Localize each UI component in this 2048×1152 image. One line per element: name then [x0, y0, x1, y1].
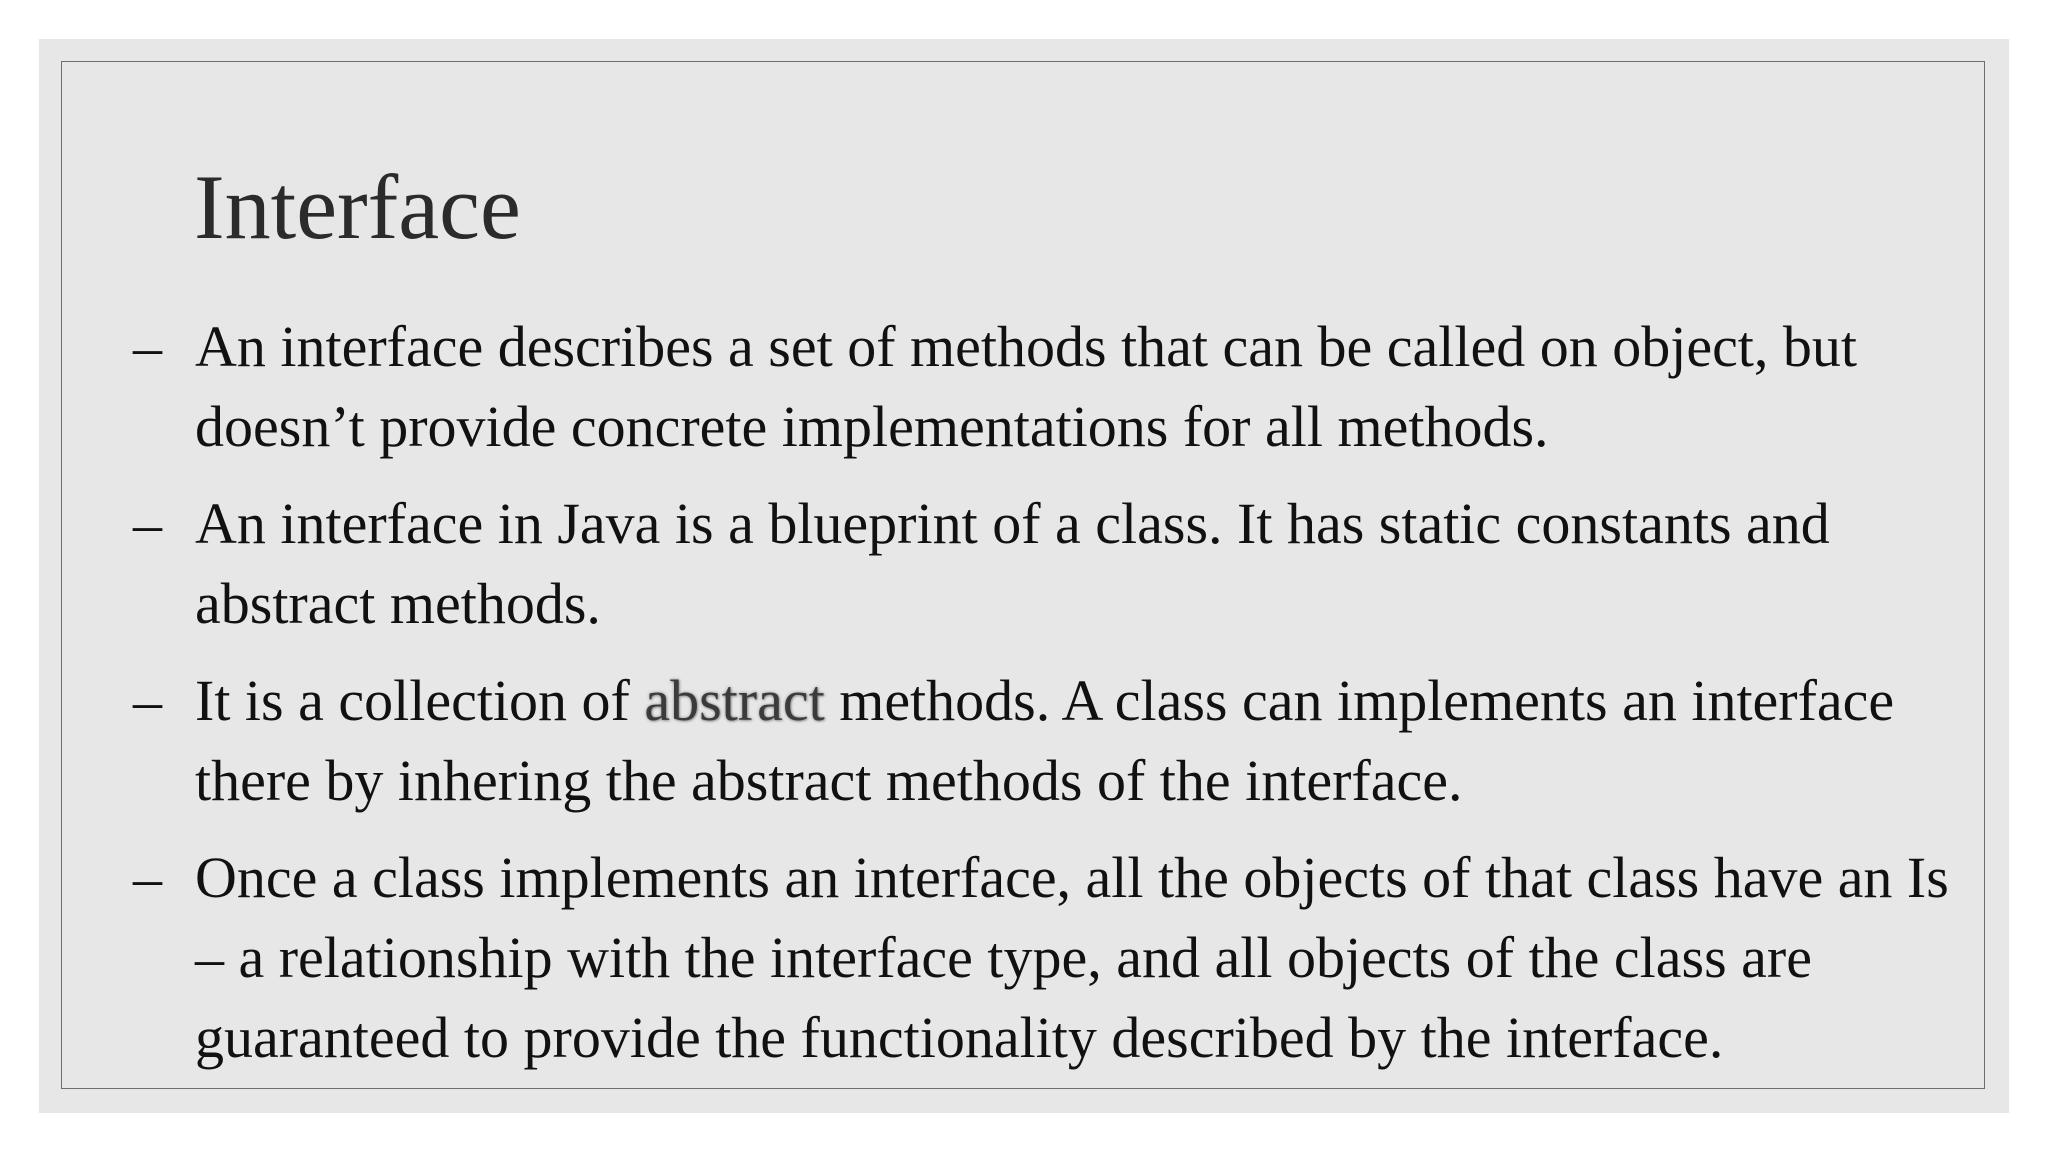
bullet-item-4	[99, 838, 1959, 1078]
bullet-text: An interface in Java is a blueprint of a class. It has static constants and abstract methods.	[195, 491, 1830, 636]
bullet-dash: –	[133, 314, 162, 379]
highlighted-word: abstract	[644, 668, 825, 733]
bullet-item-3	[99, 661, 1959, 821]
bullet-item-2	[99, 484, 1959, 644]
bullet-dash: –	[133, 491, 162, 556]
bullet-text	[195, 668, 1894, 813]
bullet-dash: –	[133, 845, 162, 910]
bullet-text: An interface describes a set of methods that can be called on object, but doesn’t provide concrete implementations for all methods.	[195, 314, 1858, 459]
bullet-list	[99, 307, 1959, 1095]
bullet-text: Once a class implements an interface, all the objects of that class have an Is – a relationship with the interface type, and all objects of the class are guaranteed to provide the functionality described by the interface.	[195, 845, 1949, 1070]
slide	[39, 39, 2009, 1113]
bullet-text-after: methods. A class can implements an interface there by inhering the abstract methods of the interface.	[195, 668, 1895, 813]
bullet-text-before: It is a collection of	[195, 668, 645, 733]
bullet-item-1	[99, 307, 1959, 467]
slide-title: Interface	[194, 156, 521, 258]
bullet-dash: –	[133, 668, 162, 733]
